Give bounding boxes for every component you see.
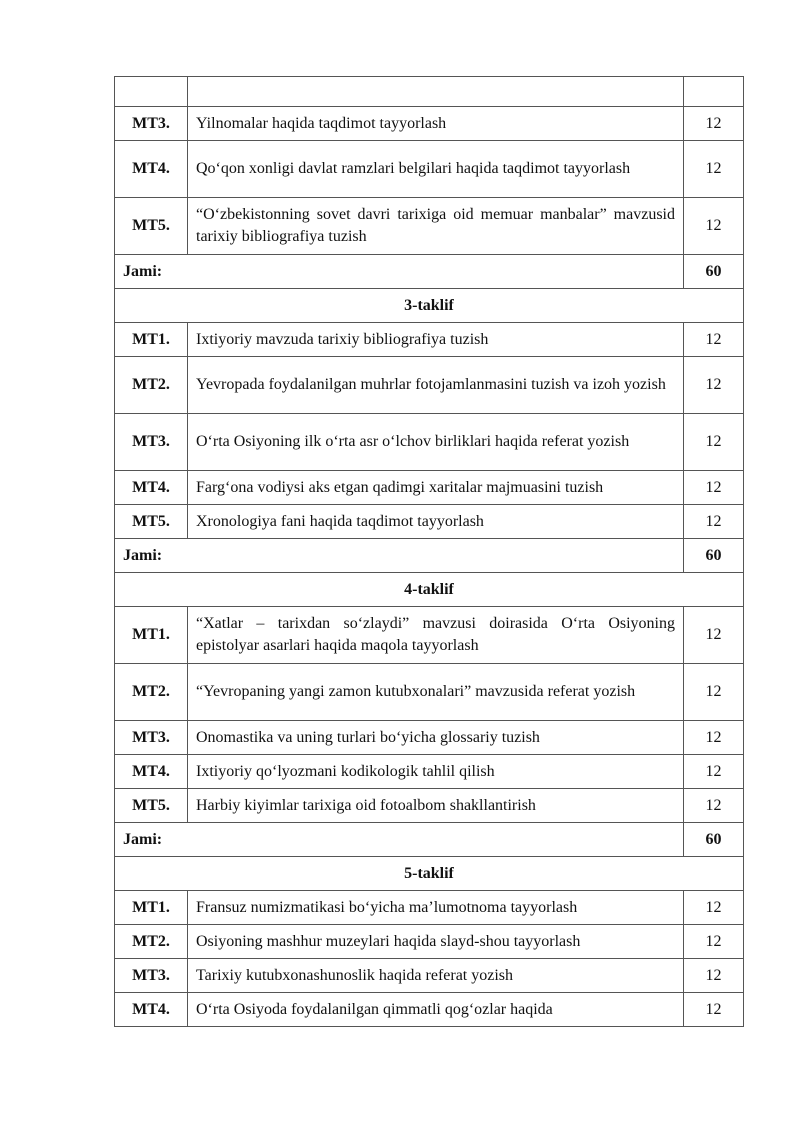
task-hours: 12 — [684, 959, 744, 993]
task-row — [115, 607, 744, 664]
task-description: “O‘zbekistonning sovet davri tarixiga oid memuar manbalar” mavzusid tarixiy bibliografiya tuzish — [188, 198, 684, 255]
task-description: “Xatlar – tarixdan so‘zlaydi” mavzusi doirasida O‘rta Osiyoning epistolyar asarlari haqida maqola tayyorlash — [188, 607, 684, 664]
task-row — [115, 891, 744, 925]
task-hours: 12 — [684, 505, 744, 539]
task-code: MT4. — [115, 471, 188, 505]
task-row — [115, 323, 744, 357]
total-row — [115, 823, 744, 857]
task-hours: 12 — [684, 414, 744, 471]
section-heading-row — [115, 289, 744, 323]
task-hours: 12 — [684, 721, 744, 755]
task-code: MT2. — [115, 925, 188, 959]
task-description: Yilnomalar haqida taqdimot tayyorlash — [188, 107, 684, 141]
task-code: MT3. — [115, 959, 188, 993]
task-row — [115, 141, 744, 198]
task-row — [115, 959, 744, 993]
task-description: Qo‘qon xonligi davlat ramzlari belgilari haqida taqdimot tayyorlash — [188, 141, 684, 198]
total-label: Jami: — [115, 255, 684, 289]
task-row — [115, 414, 744, 471]
blank-row — [115, 77, 744, 107]
task-row — [115, 664, 744, 721]
task-code: MT4. — [115, 755, 188, 789]
task-description: “Yevropaning yangi zamon kutubxonalari” mavzusida referat yozish — [188, 664, 684, 721]
section-heading: 5-taklif — [115, 857, 744, 891]
total-label: Jami: — [115, 539, 684, 573]
task-hours: 12 — [684, 357, 744, 414]
task-description: O‘rta Osiyoda foydalanilgan qimmatli qog‘ozlar haqida — [188, 993, 684, 1027]
task-description: Tarixiy kutubxonashunoslik haqida referat yozish — [188, 959, 684, 993]
task-hours: 12 — [684, 755, 744, 789]
section-heading-row — [115, 857, 744, 891]
blank-cell — [115, 77, 188, 107]
task-description: Yevropada foydalanilgan muhrlar fotojamlanmasini tuzish va izoh yozish — [188, 357, 684, 414]
total-value: 60 — [684, 255, 744, 289]
task-row — [115, 721, 744, 755]
task-code: MT5. — [115, 505, 188, 539]
task-code: MT2. — [115, 664, 188, 721]
task-description: Onomastika va uning turlari bo‘yicha glossariy tuzish — [188, 721, 684, 755]
section-heading: 4-taklif — [115, 573, 744, 607]
task-code: MT4. — [115, 993, 188, 1027]
total-value: 60 — [684, 823, 744, 857]
task-description: Farg‘ona vodiysi aks etgan qadimgi xaritalar majmuasini tuzish — [188, 471, 684, 505]
task-row — [115, 789, 744, 823]
task-hours: 12 — [684, 198, 744, 255]
task-row — [115, 505, 744, 539]
task-hours: 12 — [684, 141, 744, 198]
task-description: Ixtiyoriy qo‘lyozmani kodikologik tahlil qilish — [188, 755, 684, 789]
task-row — [115, 755, 744, 789]
blank-cell — [188, 77, 684, 107]
task-code: MT3. — [115, 107, 188, 141]
section-heading: 3-taklif — [115, 289, 744, 323]
blank-cell — [684, 77, 744, 107]
total-row — [115, 539, 744, 573]
task-hours: 12 — [684, 925, 744, 959]
task-description: Osiyoning mashhur muzeylari haqida slayd-shou tayyorlash — [188, 925, 684, 959]
assignments-table — [114, 76, 744, 1027]
total-label: Jami: — [115, 823, 684, 857]
section-heading-row — [115, 573, 744, 607]
task-row — [115, 198, 744, 255]
task-hours: 12 — [684, 789, 744, 823]
task-hours: 12 — [684, 323, 744, 357]
task-row — [115, 925, 744, 959]
task-code: MT3. — [115, 414, 188, 471]
task-description: O‘rta Osiyoning ilk o‘rta asr o‘lchov birliklari haqida referat yozish — [188, 414, 684, 471]
task-code: MT1. — [115, 323, 188, 357]
task-row — [115, 107, 744, 141]
task-hours: 12 — [684, 993, 744, 1027]
task-description: Xronologiya fani haqida taqdimot tayyorlash — [188, 505, 684, 539]
task-code: MT2. — [115, 357, 188, 414]
total-row — [115, 255, 744, 289]
task-description: Fransuz numizmatikasi bo‘yicha ma’lumotnoma tayyorlash — [188, 891, 684, 925]
task-description: Ixtiyoriy mavzuda tarixiy bibliografiya tuzish — [188, 323, 684, 357]
assignments-table-body — [115, 77, 744, 1027]
task-hours: 12 — [684, 891, 744, 925]
total-value: 60 — [684, 539, 744, 573]
task-row — [115, 993, 744, 1027]
task-code: MT1. — [115, 607, 188, 664]
task-code: MT5. — [115, 789, 188, 823]
task-hours: 12 — [684, 471, 744, 505]
task-code: MT3. — [115, 721, 188, 755]
task-description: Harbiy kiyimlar tarixiga oid fotoalbom shakllantirish — [188, 789, 684, 823]
task-row — [115, 471, 744, 505]
task-hours: 12 — [684, 107, 744, 141]
task-code: MT5. — [115, 198, 188, 255]
task-hours: 12 — [684, 607, 744, 664]
task-code: MT4. — [115, 141, 188, 198]
task-row — [115, 357, 744, 414]
task-hours: 12 — [684, 664, 744, 721]
task-code: MT1. — [115, 891, 188, 925]
